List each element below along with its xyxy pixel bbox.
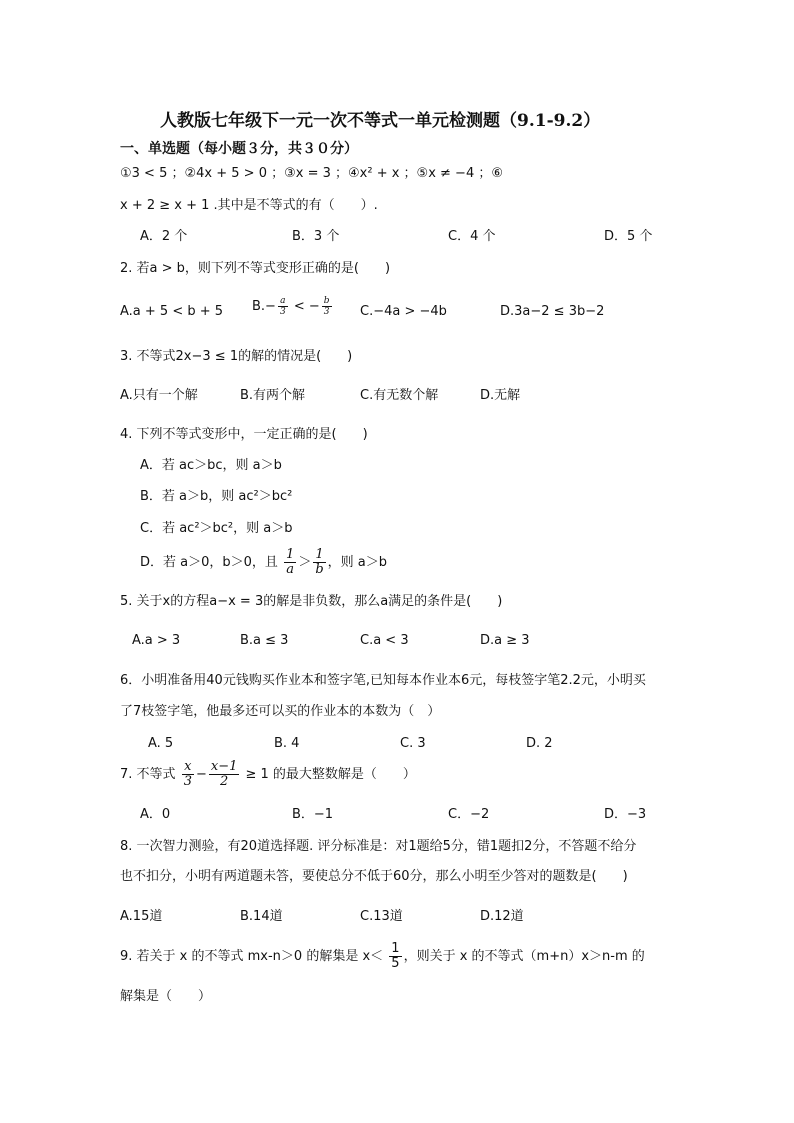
question-1-line1: ①3 < 5 ；②4x + 5 > 0 ；③x = 3 ；④x² + x ；⑤x ≠ −4 ；⑥: [120, 166, 503, 181]
q8-option-c: C.13道: [360, 909, 403, 924]
question-2-stem: 2. 若a > b，则下列不等式变形正确的是( ): [120, 261, 391, 276]
q7-frac-x-over-3: $\frac{x}{3}$: [183, 759, 192, 789]
q1-option-c: C．4 个: [448, 229, 496, 244]
q2-option-c: C.−4a > −4b: [360, 304, 447, 319]
q7-option-a: A．0: [140, 807, 171, 822]
q7-prefix: 7. 不等式: [120, 767, 176, 782]
q1-option-d: D．5 个: [604, 229, 653, 244]
q5-option-b: B.a ≤ 3: [240, 633, 289, 648]
q2-frac-2: $\frac{b}{3}$: [323, 296, 330, 317]
question-7-stem: [120, 760, 416, 789]
q5-option-a: A.a > 3: [132, 633, 181, 648]
question-8-line2: 也不扣分，小明有两道题未答，要使总分不低于60分，那么小明至少答对的题数是( ): [120, 869, 628, 884]
q7-minus: −: [195, 767, 207, 782]
q2-b-prefix: B.−: [252, 299, 276, 314]
q1-option-a: A．2 个: [140, 229, 188, 244]
question-9-line1: [120, 942, 645, 971]
q9-suffix: ，则关于 x 的不等式（m+n）x＞n-m 的: [403, 949, 645, 964]
q4-frac-1-over-b: $\frac{1}{b}$: [315, 547, 324, 577]
q5-option-d: D.a ≥ 3: [480, 633, 530, 648]
q2-frac-1: $\frac{a}{3}$: [279, 296, 286, 317]
q7-frac-xm1-over-2: $\frac{x-1}{2}$: [210, 759, 238, 789]
q4-d-suffix: ，则 a＞b: [327, 555, 388, 570]
q6-option-d: D. 2: [526, 736, 553, 751]
q2-option-d: D.3a−2 ≤ 3b−2: [500, 304, 605, 319]
question-6-line1: 6．小明准备用40元钱购买作业本和签字笔,已知每本作业本6元，每枝签字笔2.2元，小明买: [120, 673, 646, 688]
q3-option-a: A.只有一个解: [120, 388, 198, 403]
question-9-line2: 解集是（ ）: [120, 989, 212, 1004]
q9-frac-1-over-5: $\frac{1}{5}$: [391, 941, 400, 971]
q3-option-c: C.有无数个解: [360, 388, 439, 403]
q4-d-gt: ＞: [298, 555, 312, 570]
q6-option-a: A. 5: [148, 736, 174, 751]
page-title: 人教版七年级下一元一次不等式一单元检测题（9.1-9.2）: [160, 111, 601, 131]
q1-option-b: B．3 个: [292, 229, 340, 244]
q4-option-b: B．若 a＞b，则 ac²＞bc²: [140, 489, 293, 504]
q2-option-a: A.a + 5 < b + 5: [120, 304, 224, 319]
q8-option-d: D.12道: [480, 909, 524, 924]
q7-option-c: C．−2: [448, 807, 490, 822]
question-4-stem: 4. 下列不等式变形中，一定正确的是( ): [120, 427, 368, 442]
q6-option-c: C. 3: [400, 736, 426, 751]
q2-b-mid: < −: [289, 299, 320, 314]
q4-option-a: A．若 ac＞bc，则 a＞b: [140, 458, 282, 473]
q8-option-b: B.14道: [240, 909, 283, 924]
q7-option-b: B．−1: [292, 807, 334, 822]
section-heading: 一、单选题（每小题３分，共３０分）: [120, 141, 358, 157]
q9-prefix: 9. 若关于 x 的不等式 mx-n＞0 的解集是 x＜: [120, 949, 384, 964]
q8-option-a: A.15道: [120, 909, 163, 924]
question-6-line2: 了7枝签字笔，他最多还可以买的作业本的本数为（ ）: [120, 704, 441, 719]
question-5-stem: 5. 关于x的方程a−x = 3的解是非负数，那么a满足的条件是( ): [120, 594, 503, 609]
q6-option-b: B. 4: [274, 736, 300, 751]
question-8-line1: 8. 一次智力测验，有20道选择题. 评分标准是：对1题给5分，错1题扣2分，不答题不给分: [120, 839, 637, 854]
q5-option-c: C.a < 3: [360, 633, 409, 648]
q4-option-d: [140, 548, 387, 577]
q4-d-prefix: D．若 a＞0，b＞0，且: [140, 555, 278, 570]
q3-option-b: B.有两个解: [240, 388, 306, 403]
q7-option-d: D．−3: [604, 807, 647, 822]
q2-option-b: [252, 296, 334, 317]
question-3-stem: 3. 不等式2x−3 ≤ 1的解的情况是( ): [120, 349, 353, 364]
q3-option-d: D.无解: [480, 388, 521, 403]
q4-option-c: C．若 ac²＞bc²，则 a＞b: [140, 521, 293, 536]
question-1-line2: x + 2 ≥ x + 1 .其中是不等式的有（ ）.: [120, 198, 378, 213]
q4-frac-1-over-a: $\frac{1}{a}$: [286, 547, 295, 577]
q7-suffix: ≥ 1 的最大整数解是（ ）: [241, 767, 416, 782]
